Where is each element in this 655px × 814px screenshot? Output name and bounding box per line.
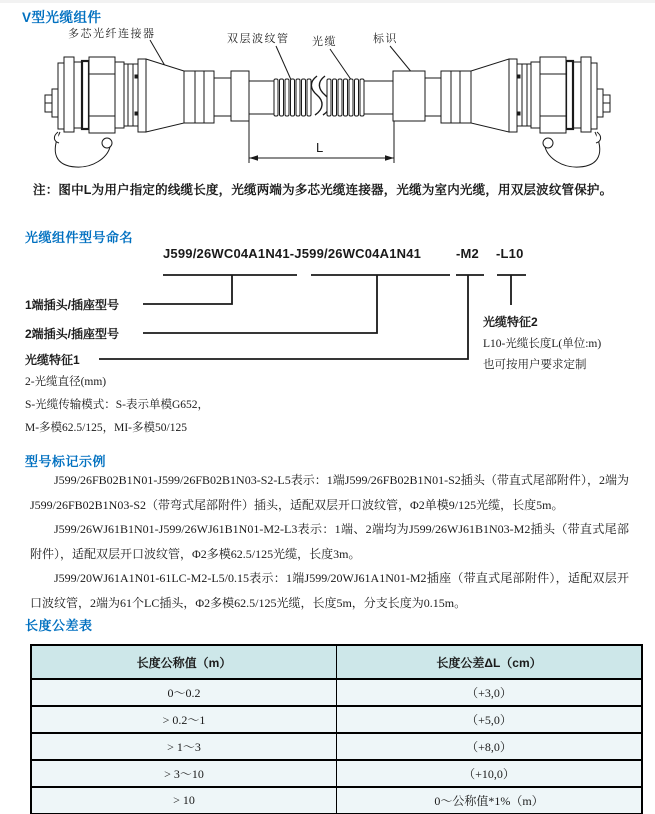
mid-section	[231, 71, 425, 121]
diagram-label-marking: 标识	[373, 33, 398, 45]
note-text: 注：图中L为用户指定的线缆长度，光缆两端为多芯光缆连接器，光缆为室内光缆，用双层波纹管保护。	[33, 183, 613, 197]
table-cell: （+8,0）	[337, 733, 643, 760]
example-paragraph: J599/26FB02B1N01-J599/26FB02B1N03-S2-L5表示：1端J599/26FB02B1N01-S2插头（带直式尾部附件），2端为J599/26FB02B1N03-S2（带弯式尾部附件）插头，适配双层开口波纹管，Φ2单模9/125光缆，长度5m。	[30, 473, 629, 512]
table-cell: > 1～3	[31, 733, 337, 760]
table-cell: > 3～10	[31, 760, 337, 787]
connector-right	[424, 57, 610, 167]
feature1-line-diameter: 2-光缆直径(mm)	[25, 376, 107, 388]
example-paragraphs	[30, 468, 629, 615]
table-cell: > 10	[31, 787, 337, 814]
naming-tree-lines	[99, 275, 526, 359]
table-cell: （+3,0）	[337, 679, 643, 706]
tolerance-section-heading: 长度公差表	[25, 618, 93, 633]
corrugated-tube-right	[327, 79, 364, 116]
example-paragraph: J599/20WJ61A1N01-61LC-M2-L5/0.15表示：1端J599/20WJ61A1N01-M2插座（带直式尾部附件），适配双层开口波纹管，2端为61个LC插头，Φ2多模62.5/125光缆，长度5m，分支长度为0.15m。	[30, 571, 629, 610]
break-symbol	[311, 76, 322, 115]
feature2-line-custom: 也可按用户要求定制	[483, 359, 587, 371]
diagram-label-connector: 多芯光纤连接器	[68, 28, 156, 40]
model-code-m2: -M2	[456, 246, 479, 261]
feature1-line-mode: S-光缆传输模式：S-表示单模G652，	[25, 399, 210, 411]
table-row	[31, 787, 642, 814]
connector-left	[45, 57, 231, 167]
corrugated-tube-left	[274, 79, 311, 116]
example-paragraph: J599/26WJ61B1N01-J599/26WJ61B1N01-M2-L3表示：1端、2端均为J599/26WJ61B1N03-M2插头（带直式尾部附件），适配双层开口波纹管，Φ2多模62.5/125光缆，长度3m。	[30, 522, 629, 561]
table-cell: 0～0.2	[31, 679, 337, 706]
table-row	[31, 706, 642, 733]
table-cell: （+10,0）	[337, 760, 643, 787]
feature1-line-multimode: M-多模62.5/125，MI-多模50/125	[25, 422, 187, 434]
model-code-main: J599/26WC04A1N41-J599/26WC04A1N41	[163, 246, 422, 261]
table-cell: > 0.2～1	[31, 706, 337, 733]
table-header-row	[31, 645, 642, 679]
feature2-line-length: L10-光缆长度L(单位:m)	[483, 338, 602, 350]
page-top-edge	[0, 0, 655, 3]
lanyard	[55, 132, 110, 167]
leader-lines	[150, 40, 413, 83]
table-cell: （+5,0）	[337, 706, 643, 733]
diagram-label-corrugated-tube: 双层波纹管	[227, 33, 290, 45]
dust-cap	[102, 138, 112, 148]
table-row	[31, 733, 642, 760]
page-title: V型光缆组件	[22, 10, 102, 25]
table-row	[31, 760, 642, 787]
marking-sleeve	[393, 71, 425, 121]
label-cable-feature2: 光缆特征2	[483, 315, 538, 329]
dimension-L	[249, 121, 394, 163]
table-header-tolerance: 长度公差ΔL（cm）	[337, 645, 643, 679]
label-end1-model: 1端插头/插座型号	[25, 298, 120, 312]
label-end2-model: 2端插头/插座型号	[25, 327, 120, 341]
label-cable-feature1: 光缆特征1	[25, 353, 80, 367]
naming-section-heading: 光缆组件型号命名	[25, 230, 134, 245]
examples-section-heading: 型号标记示例	[25, 454, 107, 469]
dimension-label: L	[316, 140, 324, 155]
table-header-nominal-length: 长度公称值（m）	[31, 645, 337, 679]
table-row	[31, 679, 642, 706]
model-code-l10: -L10	[496, 246, 524, 261]
length-tolerance-table	[30, 644, 643, 814]
diagram-label-cable: 光缆	[312, 36, 337, 48]
table-cell: 0～公称值*1%（m）	[337, 787, 643, 814]
